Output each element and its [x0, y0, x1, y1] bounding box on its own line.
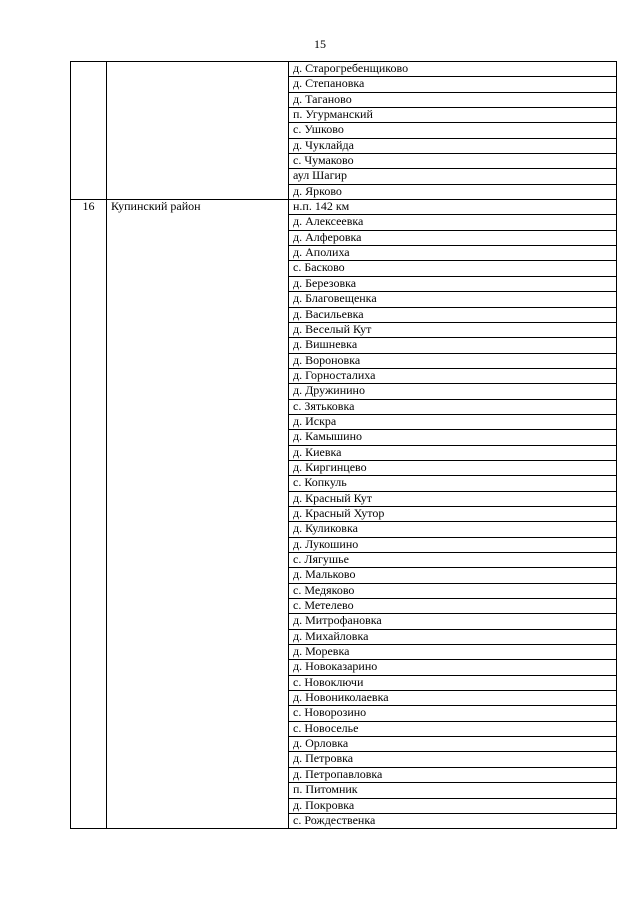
settlement-cell: д. Лукошино [289, 537, 617, 552]
settlement-cell: д. Мальково [289, 568, 617, 583]
district-cell: Купинский район [107, 200, 289, 829]
settlement-cell: д. Новоказарино [289, 660, 617, 675]
settlement-cell: д. Чуклайда [289, 138, 617, 153]
settlement-cell: д. Ярково [289, 184, 617, 199]
settlement-cell: д. Веселый Кут [289, 322, 617, 337]
settlement-cell: д. Камышино [289, 430, 617, 445]
row-number-cell: 16 [71, 200, 107, 829]
settlement-cell: п. Угурманский [289, 108, 617, 123]
settlement-cell: д. Красный Кут [289, 491, 617, 506]
settlement-cell: с. Новорозино [289, 706, 617, 721]
settlement-cell: д. Искра [289, 414, 617, 429]
settlement-cell: д. Аполиха [289, 246, 617, 261]
settlement-cell: д. Киргинцево [289, 460, 617, 475]
settlement-cell: аул Шагир [289, 169, 617, 184]
settlement-cell: д. Степановка [289, 77, 617, 92]
table-row [71, 62, 617, 77]
settlements-table [70, 61, 617, 829]
settlement-cell: д. Киевка [289, 445, 617, 460]
settlement-cell: д. Моревка [289, 645, 617, 660]
settlement-cell: д. Алексеевка [289, 215, 617, 230]
settlement-cell: с. Новоключи [289, 675, 617, 690]
settlement-cell: д. Митрофановка [289, 614, 617, 629]
table-row [71, 200, 617, 215]
settlement-cell: д. Михайловка [289, 629, 617, 644]
settlement-cell: д. Горносталиха [289, 368, 617, 383]
settlement-cell: с. Новоселье [289, 721, 617, 736]
settlement-cell: д. Петровка [289, 752, 617, 767]
settlement-cell: с. Копкуль [289, 476, 617, 491]
settlement-cell: д. Березовка [289, 276, 617, 291]
settlement-cell: с. Зятьковка [289, 399, 617, 414]
settlement-cell: д. Новониколаевка [289, 691, 617, 706]
settlement-cell: д. Вишневка [289, 338, 617, 353]
settlement-cell: д. Благовещенка [289, 292, 617, 307]
settlement-cell: с. Рождественка [289, 813, 617, 828]
settlement-cell: д. Васильевка [289, 307, 617, 322]
settlement-cell: д. Вороновка [289, 353, 617, 368]
settlement-cell: с. Медяково [289, 583, 617, 598]
settlement-cell: п. Питомник [289, 783, 617, 798]
settlement-cell: с. Басково [289, 261, 617, 276]
settlement-cell: д. Покровка [289, 798, 617, 813]
settlement-cell: с. Метелево [289, 599, 617, 614]
settlement-cell: д. Петропавловка [289, 767, 617, 782]
settlement-cell: д. Старогребенщиково [289, 62, 617, 77]
settlement-cell: д. Дружинино [289, 384, 617, 399]
settlement-cell: д. Куликовка [289, 522, 617, 537]
settlement-cell: д. Таганово [289, 92, 617, 107]
settlement-cell: с. Чумаково [289, 154, 617, 169]
row-number-cell [71, 62, 107, 200]
settlement-cell: д. Алферовка [289, 230, 617, 245]
district-cell [107, 62, 289, 200]
settlement-cell: д. Орловка [289, 737, 617, 752]
settlement-cell: с. Ушково [289, 123, 617, 138]
page-number: 15 [314, 37, 326, 51]
settlement-cell: н.п. 142 км [289, 200, 617, 215]
settlement-cell: д. Красный Хутор [289, 506, 617, 521]
settlement-cell: с. Лягушье [289, 553, 617, 568]
